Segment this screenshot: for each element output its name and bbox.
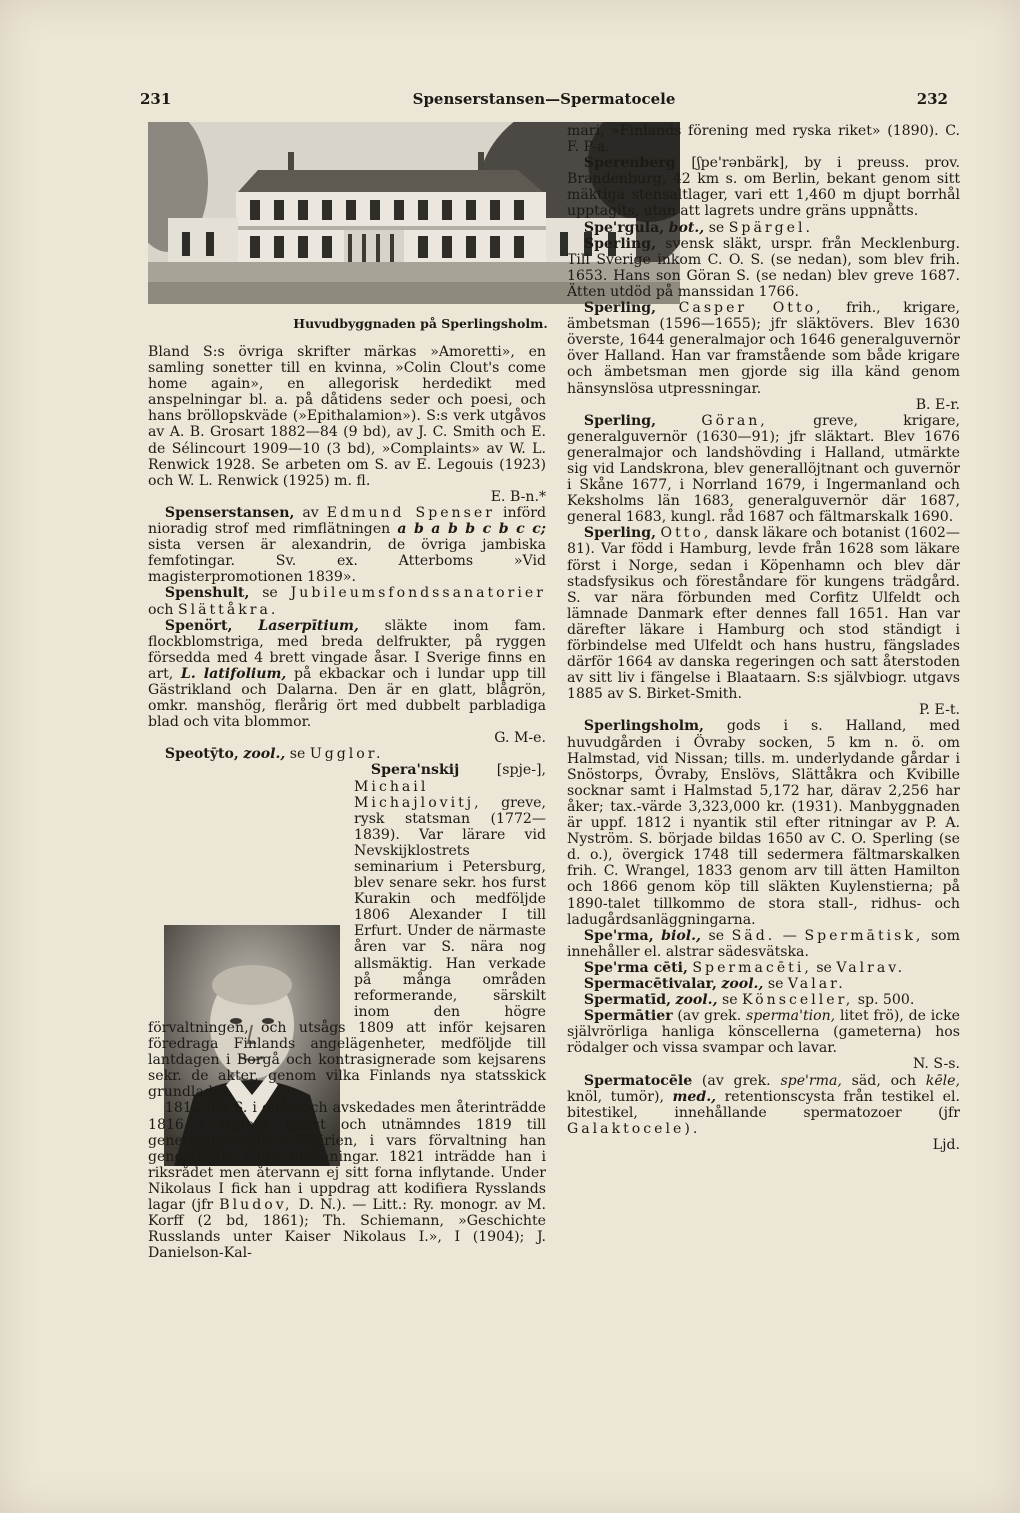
entry-text: införd nioradig strof med rimflätningen (148, 504, 546, 538)
entry-spermatid (567, 992, 960, 1008)
entry-headword: Spenserstansen, (164, 504, 295, 521)
entry-text: 1812 föll S. i onåd och avskedades men återinträdde 1816 i statens tjänst och utnämndes 1819 till generalguvernör i Sibirien, i vars förvaltning han genomförde stora omdaningar. 1821 inträdde han i riksrådet men återvann ej sitt forna inflytande. Under Nikolaus I fick han i uppdrag att kodifiera Rysslands lagar (jfr (148, 1100, 546, 1213)
field-label: zool., (243, 746, 286, 763)
latin-name: L. latifolium, (180, 665, 287, 682)
cross-reference: Könsceller, (742, 992, 854, 1009)
field-label: biol., (661, 927, 701, 944)
entry-spenshult (148, 585, 546, 617)
entry-text: litet frö), de icke självrörliga hanliga könscellerna (gameterna) hos rödalger och vissa svampar och lavar. (567, 1008, 961, 1057)
entry-text: sista versen är alexandrin, de övriga jambiska femfotingar. Sv. ex. Atterboms »Vid magisterpromotionen 1839». (148, 537, 546, 586)
signature: B. E-r. (915, 396, 960, 413)
signature: G. M-e. (494, 730, 546, 747)
entry-sperling-casper-otto (567, 300, 960, 413)
greek-term: spe'rma, (780, 1072, 842, 1089)
signature: P. E-t. (918, 702, 960, 719)
entry-text: D. N.). — Litt.: Ry. monogr. av M. Korff (2 bd, 1861); Th. Schiemann, »Geschichte Russlands unter Kaiser Nikolaus I.», I (1904); J. Danielson-Kal- (148, 1196, 547, 1262)
entry-headword: Spenört, (164, 617, 233, 634)
entry-sperling-family (567, 236, 960, 300)
entry-headword: Spermātier (583, 1008, 673, 1025)
entry-headword: Spermacētivalar, (583, 975, 717, 992)
entry-text: se (289, 746, 306, 763)
entry-headword: Spe'rgula, (583, 219, 665, 236)
entry-text: — (782, 927, 797, 944)
entry-headword: Spenshult, (164, 585, 250, 602)
field-label: med., (672, 1088, 717, 1105)
entry-sperma (567, 928, 960, 960)
continuation-paragraph (567, 123, 960, 155)
greek-term: sperma'tion, (745, 1008, 836, 1025)
entry-text: se (767, 975, 784, 992)
field-label: bot., (668, 219, 705, 236)
entry-name: Otto, (660, 525, 712, 542)
spenser-works-paragraph (148, 344, 546, 505)
cross-reference: Bludov, (219, 1196, 293, 1213)
page-number-right: 232 (916, 90, 948, 108)
entry-sperlingsholm (567, 718, 960, 927)
cross-reference: Valrav. (836, 959, 906, 976)
entry-headword: Spermatīd, (583, 992, 672, 1009)
spenser-works-text: Bland S:s övriga skrifter märkas »Amoretti», en samling sonetter till en kvinna, »Colin Clout's come home again», en allegorisk herdedikt med anspelningar bl. a. på dåtidens seder och poesi, och hans bröllopskväde (»Epithalamion»). S:s verk utgåvos av A. B. Grosart 1882—84 (9 bd), av J. C. Smith och E. de Sélincourt 1909—10 (3 bd), »Complaints» av W. L. Renwick 1928. Se arbeten om S. av E. Legouis (1923) och W. L. Renwick (1925) m. fl. (148, 344, 546, 489)
house-caption: Huvudbyggnaden på Sperlingsholm. (293, 316, 548, 331)
entry-text: sp. 500. (857, 992, 915, 1009)
cross-reference: Spärgel. (728, 219, 813, 236)
entry-text: [spje-], (496, 762, 546, 779)
entry-spermacetivalar (567, 976, 960, 992)
entry-headword: Spe'rma cēti, (583, 959, 688, 976)
signature: C. F. P-a. (567, 123, 960, 156)
entry-headword: Sperling, (583, 235, 657, 252)
entry-text: säd, och (851, 1072, 917, 1089)
entry-text: greve, krigare, generalguvernör (1630—91); jfr släktart. Blev 1676 generalmajor och landshövding i Halland, utmärkte sig vid Landskrona, blev generallöjtnant och guvernör i Skåne 1677, i Norrland 1679, i Ingermanland och Keksholms län 1683, generalguvernör där 1687, general 1683, kungl. råd 1687 och fältmarskalk 1690. (567, 412, 960, 526)
cross-reference: Spermātisk, (804, 927, 924, 944)
speranskij-paragraph-2 (148, 1100, 546, 1261)
entry-text: gods i s. Halland, med huvudgården i Övraby socken, 5 km n. ö. om Halmstad, vid Nissan; tills. m. underlydande gårdar i Snöstorps, Övraby, Enslövs, Slättåkra och Kvibille socknar samt i Halmstad 5,172 har, därav 2,256 har åker; tax.-värde 3,323,000 kr. (1931). Manbyggnaden är uppf. 1812 i nyantik stil efter ritningar av P. A. Nyström. S. började bildas 1650 av C. O. Sperling (se d. o.), övergick 1748 till sedermera fältmarskalken frih. C. Wrangel, 1833 genom arv till ätten Hamilton och 1866 genom köp till släkten Kuylenstierna; på 1890-talet tillkommo de stora stall-, ridhus- och ladugårdsanläggningarna. (567, 718, 960, 928)
left-column (148, 344, 546, 1261)
entry-text: dansk läkare och botanist (1602—81). Var född i Hamburg, levde från 1628 som läkare först i Norge, sedan i Köpenhamn och blev där stadsfysikus och föreståndare för kungens trädgård. S. var nära förbunden med Corfitz Ulfeldt och lämnade Danmark efter dennes fall 1651. Han var därefter läkare i Hamburg och stod ständigt i förbindelse med Ulfeldt och hans hustru, fängslades därför 1664 av danska regeringen och satt återstoden av sitt liv i fängelse i Blaataarn. S:s självbiogr. utgavs 1885 av S. Birket-Smith. (567, 525, 960, 703)
entry-name: Edmund Spenser (326, 504, 495, 521)
entry-headword: Spermatocēle (583, 1072, 693, 1089)
cross-reference: Slättåkra. (177, 601, 279, 618)
cross-reference: Galaktocele). (567, 1120, 701, 1137)
entry-sperling-goran (567, 413, 960, 526)
entry-speranskij (148, 762, 546, 1100)
entry-spenserstansen (148, 505, 546, 585)
entry-text: som innehåller el. alstrar sädesvätska. (567, 927, 961, 960)
field-label: zool., (721, 975, 764, 992)
entry-text: se (262, 585, 278, 602)
entry-sperma-ceti (567, 960, 960, 976)
entry-text: se (708, 219, 725, 236)
entry-sperenberg (567, 155, 960, 219)
entry-text: svensk släkt, urspr. från Mecklenburg. Till Sverige inkom C. O. S. (se nedan), som blev frih. 1653. Hans son Göran S. (se nedan) blev greve 1687. Ätten utdöd på manssidan 1766. (567, 235, 960, 300)
rhyme-scheme: a b a b b c b c c; (397, 521, 546, 538)
entry-text: (av grek. (677, 1008, 742, 1025)
entry-headword: Sperlingsholm, (583, 718, 704, 735)
entry-text: knöl, tumör), (567, 1088, 664, 1105)
cross-reference: Valar. (787, 975, 846, 992)
entry-headword: Sperling, (583, 412, 657, 429)
entry-spermatocele (567, 1073, 960, 1153)
entry-speotyto (148, 746, 546, 762)
entry-text: (av grek. (701, 1072, 771, 1089)
entry-headword: Spera'nskij (370, 762, 460, 779)
cross-reference: Jubileumsfondssanatorier (290, 585, 546, 602)
entry-headword: Sperling, (583, 525, 657, 542)
entry-name: Casper Otto, (678, 300, 824, 317)
entry-text: se (708, 927, 725, 944)
page-number-left: 231 (140, 90, 172, 108)
entry-spenort (148, 618, 546, 747)
signature: Ljd. (932, 1136, 960, 1153)
entry-headword: Speotȳto, (164, 746, 239, 763)
entry-text: och (148, 601, 174, 618)
entry-headword: Spe'rma, (583, 927, 654, 944)
right-column (567, 123, 960, 1153)
cross-reference: Ugglor. (309, 746, 384, 763)
signature: E. B-n.* (490, 488, 546, 505)
entry-headword: Sperenberg (583, 155, 676, 172)
entry-text: [ʃpe'rənbärk], by i preuss. prov. Brandenburg, 42 km s. om Berlin, bekant genom sitt mäktiga stensaltlager, vari ett 1,460 m djupt borrhål upptagits, utan att lagrets undre gräns uppnåtts. (567, 155, 960, 220)
entry-sperling-otto (567, 525, 960, 718)
entry-text: släkte inom fam. flockblomstriga, med breda delfrukter, på ryggen försedda med 4 brett vingade åsar. I Sverige finns en art, (148, 617, 546, 682)
entry-text: på ekbackar och i lundar upp till Gästrikland och Dalarna. Den är en glatt, blågrön, omkr. manshög, flerårig ört med dubbelt parbladiga blad och vita blommor. (148, 665, 546, 731)
latin-name: Laserpītium, (258, 617, 359, 634)
entry-text: av (302, 504, 319, 521)
cross-reference: Säd. (731, 927, 776, 944)
signature: N. S-s. (912, 1056, 960, 1073)
portrait-space (148, 762, 354, 1012)
entry-text: frih., krigare, ämbetsman (1596—1655); jfr släktövers. Blev 1630 överste, 1644 generalmajor och 1646 generalguvernör över Halland. Han var framstående som både krigare och ämbetsman men gjorde sig illa känd genom hänsynslösa utpressningar. (567, 300, 960, 397)
running-header (140, 90, 948, 112)
entry-headword: Sperling, (583, 300, 657, 317)
entry-text: greve, rysk statsman (1772—1839). Var lärare vid Nevskijklostrets seminarium i Petersburg, blev senare sekr. hos furst Kurakin och medföljde 1806 Alexander I till Erfurt. Under de närmaste åren var S. nära nog allsmäktig. Han verkade på många områden reformerande, särskilt inom den högre förvaltningen, och utsågs 1809 att inför kejsaren föredraga Finlands angelägenheter, medföljde till lantdagen i Borgå och kontrasignerade som kejsarens sekr. de akter, genom vilka Finlands nya statsskick grundlades. (148, 794, 546, 1101)
entry-spergula (567, 220, 960, 236)
cross-reference: Spermacēti, (692, 959, 812, 976)
field-label: zool., (675, 992, 718, 1009)
entry-name: Michail Michajlovitj, (354, 778, 482, 811)
entry-text: mari, »Finlands förening med ryska riket» (1890). (567, 123, 939, 139)
entry-name: Göran, (701, 412, 768, 429)
entry-spermatier (567, 1008, 960, 1072)
header-title: Spenserstansen—Spermatocele (412, 90, 676, 108)
entry-text: se (816, 959, 832, 976)
greek-term: kēle, (925, 1072, 961, 1089)
entry-text: retentionscysta från testikel el. bitestikel, innehållande spermatozoer (jfr (567, 1088, 960, 1121)
entry-text: se (721, 992, 738, 1009)
